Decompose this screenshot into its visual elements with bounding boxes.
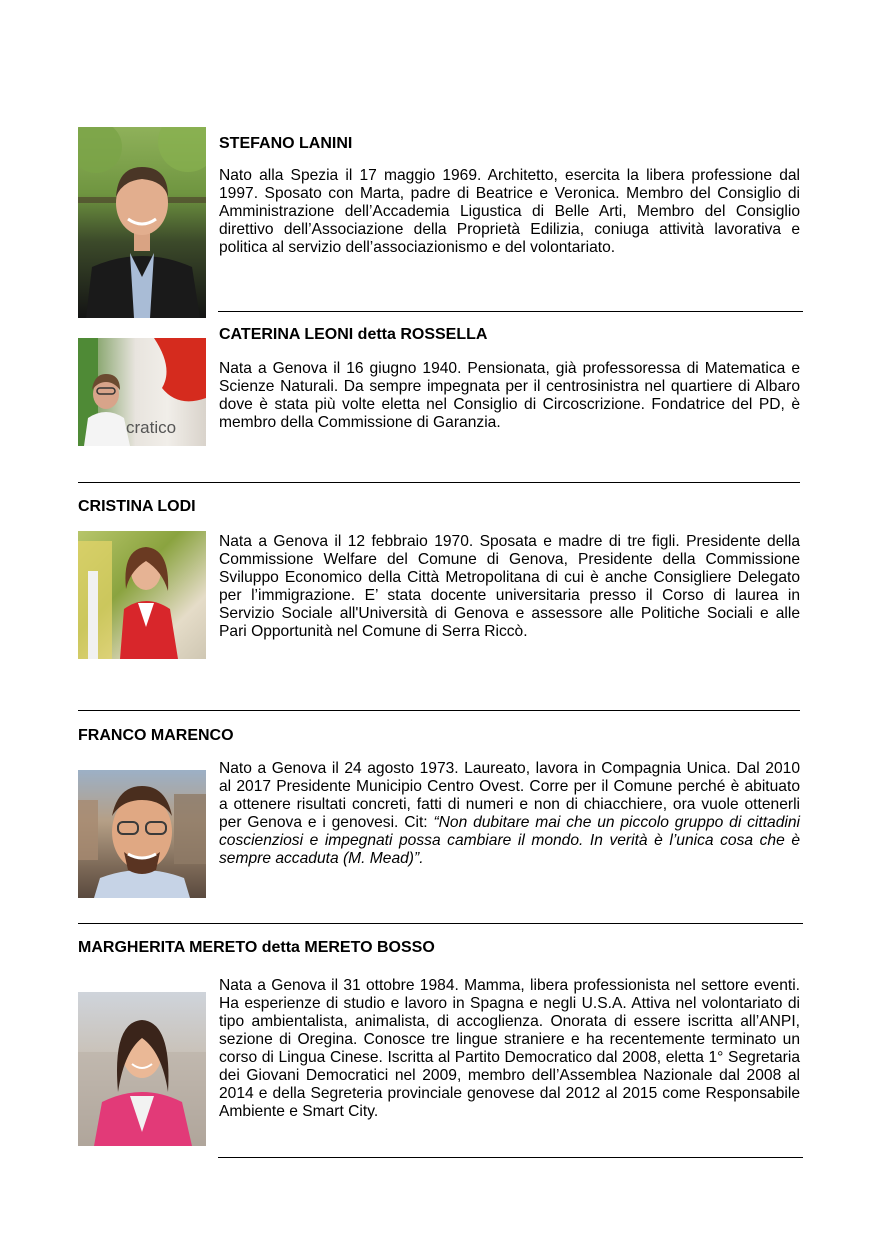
- bio-text: Nato a Genova il 24 agosto 1973. Laureato, lavora in Compagnia Unica. Dal 2010 al 2017 Presidente Municipio Centro Ovest. Corre per il Comune perché è abituato a ottenere risultati concreti, fatti di numeri e non di chiacchiere, ora vuole ottenerli per Genova e i genovesi. Cit:: [219, 760, 800, 831]
- candidate-photo: [78, 531, 206, 659]
- candidate-bio: [219, 760, 800, 868]
- portrait-man-illustration: [78, 770, 206, 898]
- candidate-name: FRANCO MARENCO: [78, 727, 234, 744]
- candidate-name: CATERINA LEONI detta ROSSELLA: [219, 326, 488, 343]
- section-divider: [78, 482, 800, 483]
- portrait-woman-illustration: [78, 531, 206, 659]
- candidate-bio: Nato alla Spezia il 17 maggio 1969. Architetto, esercita la libera professione dal 1997. Sposato con Marta, padre di Beatrice e Veronica. Membro del Consiglio di Amministrazione dell’Accademia Ligustica di Belle Arti, Membro del Consiglio direttivo dell’Associazione della Proprietà Edilizia, coniuga attività lavorativa e politica al servizio dell’associazionismo e del volontariato.: [219, 167, 800, 256]
- candidate-photo: [78, 127, 206, 318]
- section-divider: [218, 1157, 803, 1158]
- candidate-name: MARGHERITA MERETO detta MERETO BOSSO: [78, 939, 435, 956]
- photo-banner-text: cratico: [126, 418, 177, 437]
- candidate-bio: Nata a Genova il 12 febbraio 1970. Sposata e madre di tre figli. Presidente della Commissione Welfare del Comune di Genova, Presidente della Commissione Sviluppo Economico della Città Metropolitana di cui è anche Consigliere Delegato per l’immigrazione. E’ stata docente universitaria presso il Corso di laurea in Servizio Sociale all'Università di Genova e assessore alle Politiche Sociali e alle Pari Opportunità nel Comune di Serra Riccò.: [219, 533, 800, 640]
- candidate-photo: [78, 992, 206, 1146]
- section-divider: [218, 311, 803, 312]
- portrait-man-illustration: [78, 127, 206, 318]
- candidate-photo: [78, 770, 206, 898]
- section-divider: [78, 710, 800, 711]
- candidate-bio: Nata a Genova il 31 ottobre 1984. Mamma, libera professionista nel settore eventi. Ha esperienze di studio e lavoro in Spagna e negli U.S.A. Attiva nel volontariato di tipo ambientalista, animalista, di accoglienza. Onorata di essere iscritta all’ANPI, sezione di Oregina. Conosce tre lingue straniere e ha recentemente terminato un corso di Lingua Cinese. Iscritta al Partito Democratico dal 2008, eletta 1° Segretaria dei Giovani Democratici nel 2009, membro dell’Assemblea Nazionale dal 2008 al 2014 e della Segreteria provinciale genovese dal 2012 al 2015 come Responsabile Ambiente e Smart City.: [219, 977, 800, 1120]
- candidate-name: STEFANO LANINI: [219, 135, 353, 152]
- candidate-bio: Nata a Genova il 16 giugno 1940. Pensionata, già professoressa di Matematica e Scienze Naturali. Da sempre impegnata per il centrosinistra nel quartiere di Albaro dove è stata più volte eletta nel Consiglio di Circoscrizione. Fondatrice del PD, è membro della Commissione di Garanzia.: [219, 360, 800, 431]
- section-divider: [78, 923, 803, 924]
- candidate-name: CRISTINA LODI: [78, 498, 196, 515]
- bio-quote: “Non dubitare mai che un piccolo gruppo di cittadini coscienziosi e impegnati possa cambiare il mondo. In verità è l’unica cosa che è sempre accaduta (M. Mead)”.: [219, 814, 800, 867]
- candidate-photo: [78, 338, 206, 446]
- portrait-woman-illustration: [78, 992, 206, 1146]
